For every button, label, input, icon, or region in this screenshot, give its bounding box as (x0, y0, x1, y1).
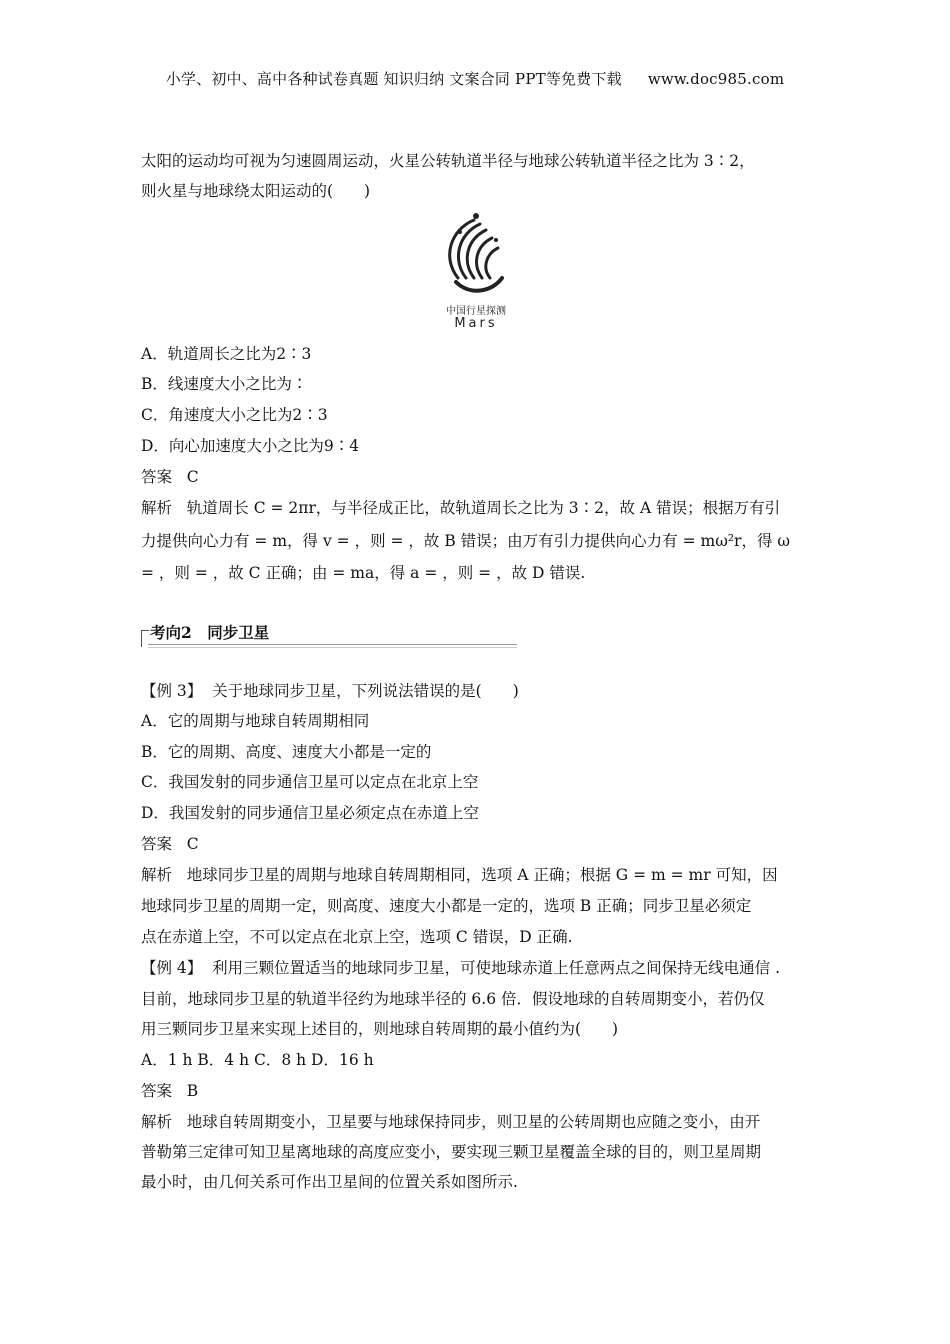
q2-option-d: D．向心加速度大小之比为9∶4 (141, 437, 360, 455)
section-heading (141, 618, 517, 648)
answer-value: B (186, 1082, 199, 1100)
ex4-analysis-line-3: 最小时，由几何关系可作出卫星间的位置关系如图所示. (141, 1173, 518, 1191)
ex4-question-text: 利用三颗位置适当的地球同步卫星，可使地球赤道上任意两点之间保持无线电通信 . (212, 959, 781, 977)
header-site[interactable]: www.doc985.com (647, 70, 785, 88)
q2-option-c: C．角速度大小之比为2∶3 (141, 406, 328, 424)
ex4-analysis-line-1 (141, 1111, 760, 1133)
mars-logo-icon (436, 208, 516, 300)
section-heading-rule-secondary (148, 647, 517, 648)
ex3-question (141, 680, 519, 702)
mars-exploration-logo (436, 208, 516, 334)
ex3-label: 【例 3】 (141, 682, 203, 700)
logo-caption: 中国行星探测 (446, 306, 506, 317)
header-text: 小学、初中、高中各种试卷真题 知识归纳 文案合同 PPT等免费下载 (165, 70, 622, 88)
ex3-analysis-line-3: 点在赤道上空，不可以定点在北京上空，选项 C 错误，D 正确. (141, 928, 573, 946)
page-header (0, 68, 950, 89)
ex4-options: A．1 h B．4 h C．8 h D．16 h (141, 1051, 374, 1069)
answer-label: 答案 (141, 835, 173, 853)
ex4-question-line-2: 目前，地球同步卫星的轨道半径约为地球半径的 6.6 倍．假设地球的自转周期变小，若仍仅 (141, 990, 765, 1008)
ex3-option-b: B．它的周期、高度、速度大小都是一定的 (141, 743, 432, 761)
analysis-label: 解析 (141, 866, 173, 884)
ex4-question-line-1 (141, 957, 780, 979)
section-heading-label: 考向2 同步卫星 (150, 623, 270, 642)
ex3-option-a: A．它的周期与地球自转周期相同 (141, 712, 370, 730)
ex3-analysis-line-1 (141, 864, 778, 886)
answer-label: 答案 (141, 1082, 173, 1100)
analysis-label: 解析 (141, 1113, 173, 1131)
ex4-analysis-line-2: 普勒第三定律可知卫星离地球的高度应变小，要实现三颗卫星覆盖全球的目的，则卫星周期 (141, 1143, 762, 1161)
ex3-answer (141, 833, 199, 855)
intro-line-1: 太阳的运动均可视为匀速圆周运动，火星公转轨道半径与地球公转轨道半径之比为 3∶2， (141, 152, 755, 170)
analysis-text: 地球同步卫星的周期与地球自转周期相同，选项 A 正确；根据 G = m = mr 可知，因 (186, 866, 778, 884)
ex3-option-c: C．我国发射的同步通信卫星可以定点在北京上空 (141, 773, 479, 791)
ex3-option-d: D．我国发射的同步通信卫星必须定点在赤道上空 (141, 804, 479, 822)
q2-answer (141, 466, 199, 488)
ex4-answer (141, 1080, 198, 1102)
answer-value: C (186, 835, 199, 853)
analysis-text: 轨道周长 C = 2πr，与半径成正比，故轨道周长之比为 3∶2，故 A 错误；根据万有引 (186, 499, 781, 517)
q2-option-a: A．轨道周长之比为2∶3 (141, 345, 312, 363)
ex4-label: 【例 4】 (141, 959, 203, 977)
ex3-analysis-line-2: 地球同步卫星的周期一定，则高度、速度大小都是一定的，选项 B 正确；同步卫星必须定 (141, 897, 752, 915)
ex4-question-line-3: 用三颗同步卫星来实现上述目的，则地球自转周期的最小值约为( ) (141, 1020, 619, 1038)
q2-option-b: B．线速度大小之比为∶ (141, 375, 308, 393)
intro-line-2: 则火星与地球绕太阳运动的( ) (141, 182, 371, 200)
ex3-question-text: 关于地球同步卫星，下列说法错误的是( ) (212, 682, 519, 700)
q2-analysis-line-2: 力提供向心力有 = m，得 v = ，则 = ，故 B 错误；由万有引力提供向心力有 = mω²r，得 ω (141, 532, 791, 550)
q2-analysis-line-3: = ，则 = ，故 C 正确；由 = ma，得 a = ，则 = ，故 D 错误. (141, 564, 586, 582)
section-heading-rule (148, 644, 517, 645)
q2-analysis-line-1 (141, 497, 780, 519)
analysis-text: 地球自转周期变小，卫星要与地球保持同步，则卫星的公转周期也应随之变小，由开 (186, 1113, 761, 1131)
answer-value: C (186, 468, 199, 486)
logo-mars-text: Mars (454, 316, 498, 331)
analysis-label: 解析 (141, 499, 173, 517)
answer-label: 答案 (141, 468, 173, 486)
